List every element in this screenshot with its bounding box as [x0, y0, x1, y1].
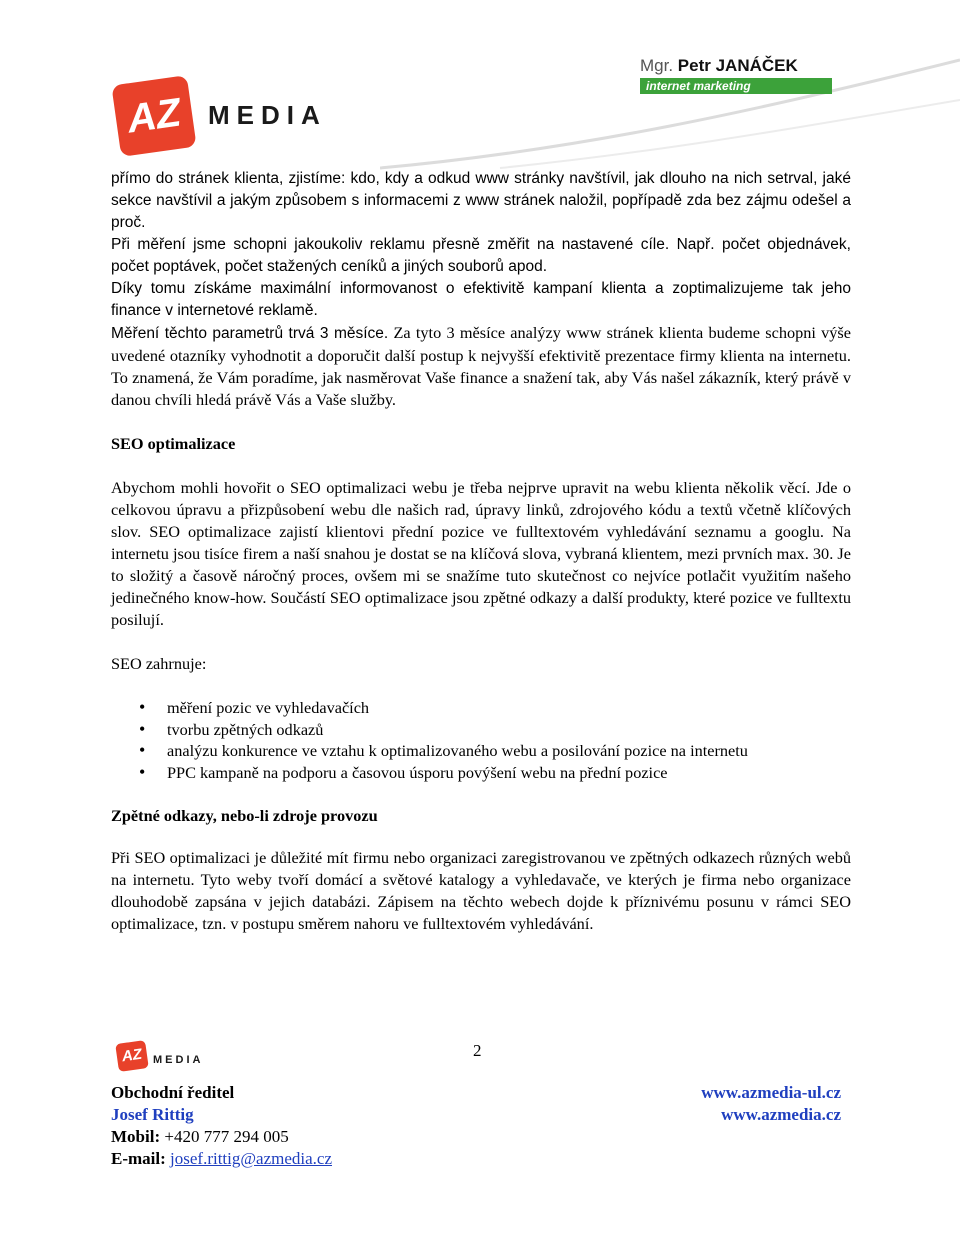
list-item: • PPC kampaně na podporu a časovou úsporu povýšení webu na přední pozice	[167, 762, 851, 784]
contact-row	[111, 1104, 851, 1126]
mobile-label: Mobil:	[111, 1127, 161, 1146]
backlinks-paragraph: Při SEO optimalizaci je důležité mít firmu nebo organizaci zaregistrovanou ve zpětných odkazech různých webů na internetu. Tyto weby tvoří domácí a světové katalogy a vyhledavače, ve kterých je firma nebo organizace dlouhodobě zapsána v jejich databázi. Zápisem na těchto webech dojde k příznivému posunu v rámci SEO optimalizace, tzn. v postupu směrem nahoru ve fulltextovém vyhledávání.	[111, 848, 851, 933]
backlinks-heading: Zpětné odkazy, nebo-li zdroje provozu	[111, 806, 378, 825]
paragraph-4	[111, 322, 851, 411]
page-header	[0, 0, 960, 170]
spacer	[111, 783, 851, 805]
list-item: • tvorbu zpětných odkazů	[167, 719, 851, 741]
paragraph-4-lead: Měření těchto parametrů trvá 3 měsíce.	[111, 325, 389, 342]
web-link-1[interactable]: www.azmedia-ul.cz	[701, 1083, 841, 1102]
brand-prefix: Mgr.	[640, 56, 674, 75]
az-logo-mark: AZ	[111, 75, 196, 157]
mobile-value: +420 777 294 005	[164, 1127, 289, 1146]
spacer	[111, 675, 851, 697]
spacer	[111, 455, 851, 477]
contact-block	[111, 1082, 851, 1170]
brand-name	[640, 56, 840, 76]
seo-list	[111, 697, 851, 783]
contact-row	[111, 1082, 851, 1104]
contact-row	[111, 1126, 851, 1148]
paragraph-1: přímo do stránek klienta, zjistíme: kdo, kdy a odkud www stránky navštívil, jak dlouho na nich setrval, jaké sekce navštívil a jakým způsobem s informacemi z www stránek naložil, popřípadě zda bez zájmu odešel a proč.	[111, 170, 851, 231]
contact-row	[111, 1148, 851, 1170]
seo-heading: SEO optimalizace	[111, 434, 236, 453]
brand-block	[640, 56, 840, 94]
list-item: • měření pozic ve vyhledavačích	[167, 697, 851, 719]
spacer	[111, 631, 851, 653]
contact-role: Obchodní ředitel	[111, 1083, 235, 1102]
email-link[interactable]: josef.rittig@azmedia.cz	[170, 1149, 333, 1168]
contact-name: Josef Rittig	[111, 1105, 194, 1124]
spacer	[111, 411, 851, 433]
footer-logo	[111, 1040, 231, 1074]
seo-includes-label: SEO zahrnuje:	[111, 654, 207, 673]
page-number: 2	[473, 1041, 482, 1060]
email-label: E-mail:	[111, 1149, 166, 1168]
seo-paragraph: Abychom mohli hovořit o SEO optimalizaci webu je třeba nejprve upravit na webu klienta několik věcí. Jde o celkovou úpravu a přizpůsobení webu dle našich rad, úpravy linků, zdrojového kódu a textů včetně klíčových slov. SEO optimalizace zajistí klientovi přední pozice ve fulltextovém vyhledávání seznamu a googlu. Na internetu jsou tisíce firem a naší snahou je dostat se na klíčová slova, vybraná klientem, mezi prvních max. 30. Je to složitý a časově náročný proces, ovšem mi se snažíme tuto skutečnost co nejvíce potlačit využitím našeho jedinečného know-how. Součástí SEO optimalizace jsou zpětné odkazy a další produkty, které pozice ve fulltextu posilují.	[111, 478, 851, 629]
footer-logo-mark: AZ	[115, 1040, 149, 1072]
list-item: • analýzu konkurence ve vztahu k optimalizovaného webu a posilování pozice na internetu	[167, 740, 851, 762]
paragraph-4-rest: Za tyto 3 měsíce analýzy www stránek klienta budeme schopni výše uvedené otazníky vyhodnotit a doporučit další postup k nejvyšší efektivitě prezentace firmy klienta na internetu. To znamená, že Vám poradíme, jak nasměrovat Vaše finance a snažení tak, aby Vás našel zákazník, který právě v danou chvíli hledá právě Vás a Vaše služby.	[111, 323, 851, 409]
az-logo-text: MEDIA	[208, 100, 327, 130]
footer-logo-text: MEDIA	[153, 1054, 204, 1066]
paragraph-3: Díky tomu získáme maximální informovanost o efektivitě kampaní klienta a zoptimalizujeme tak jeho finance v internetové reklamě.	[111, 280, 851, 319]
main-content	[111, 168, 851, 935]
web-link-2[interactable]: www.azmedia.cz	[721, 1105, 841, 1124]
brand-person: Petr JANÁČEK	[677, 56, 798, 75]
paragraph-2: Při měření jsme schopni jakoukoliv reklamu přesně změřit na nastavené cíle. Např. počet objednávek, počet poptávek, počet stažených ceníků a jiných souborů apod.	[111, 236, 851, 275]
brand-tagline: internet marketing	[640, 78, 832, 94]
spacer	[111, 827, 851, 847]
